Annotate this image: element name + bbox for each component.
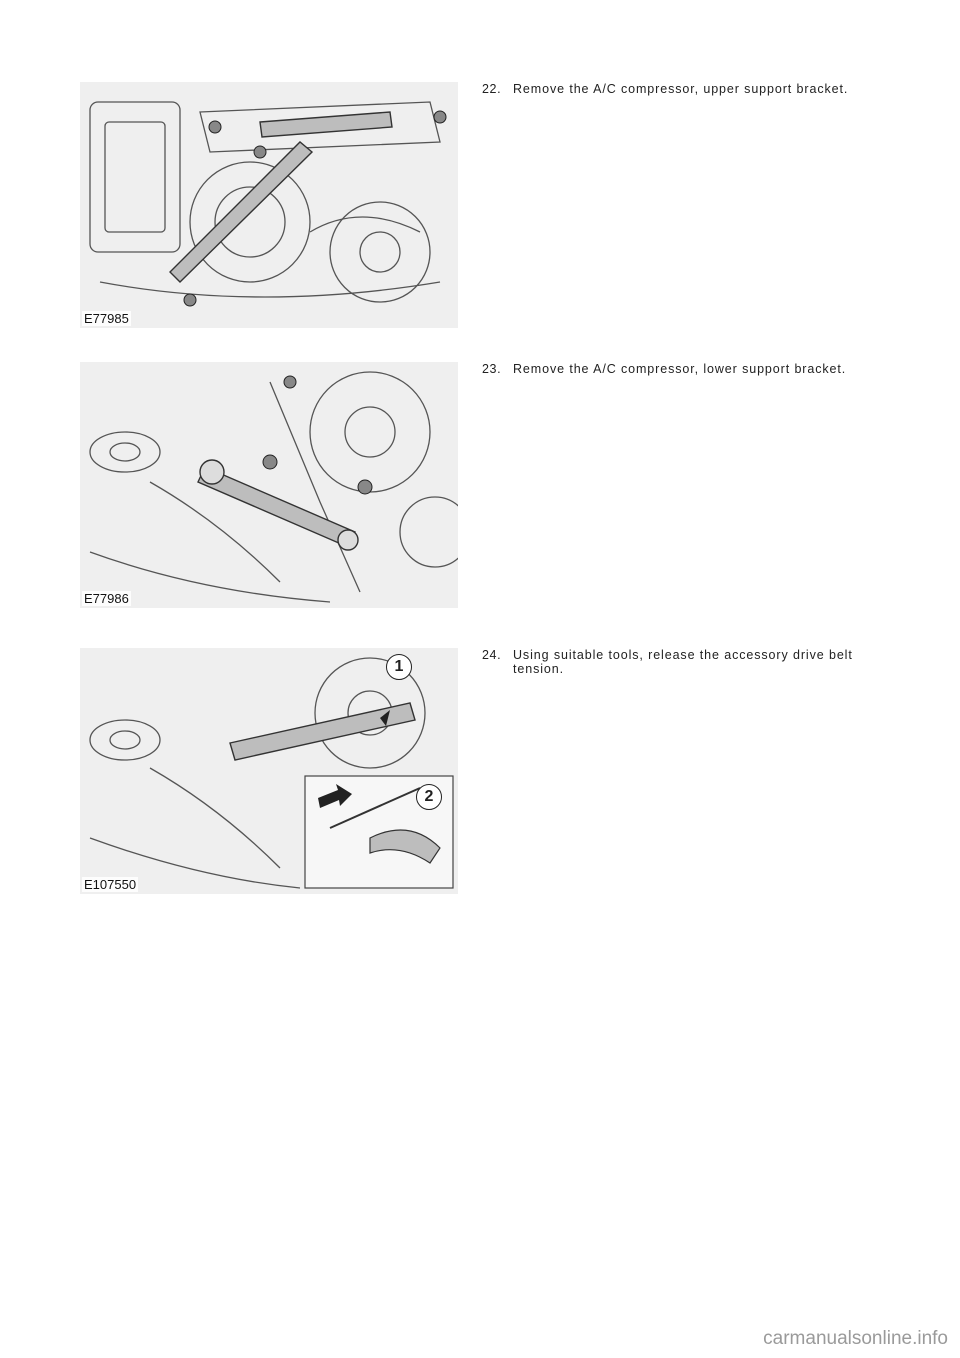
step-instruction: Remove the A/C compressor, lower support bracket. (513, 362, 847, 376)
engine-illustration (80, 362, 458, 608)
figure-code: E77985 (84, 311, 129, 326)
figure-code: E107550 (84, 877, 137, 892)
site-watermark: carmanualsonline.info (763, 1328, 948, 1349)
engine-illustration (80, 82, 458, 328)
step-number: 24. (482, 648, 502, 662)
figure-release-belt-tension (80, 648, 458, 894)
callout-1: 1 (386, 654, 412, 680)
step-number: 22. (482, 82, 502, 96)
step-instruction: Using suitable tools, release the accessory drive belt tension. (513, 648, 853, 676)
figure-upper-support-bracket (80, 82, 458, 328)
figure-code: E77986 (84, 591, 129, 606)
callout-2: 2 (416, 784, 442, 810)
engine-illustration (80, 648, 458, 894)
step-instruction: Remove the A/C compressor, upper support bracket. (513, 82, 849, 96)
step-number: 23. (482, 362, 502, 376)
figure-lower-support-bracket (80, 362, 458, 608)
